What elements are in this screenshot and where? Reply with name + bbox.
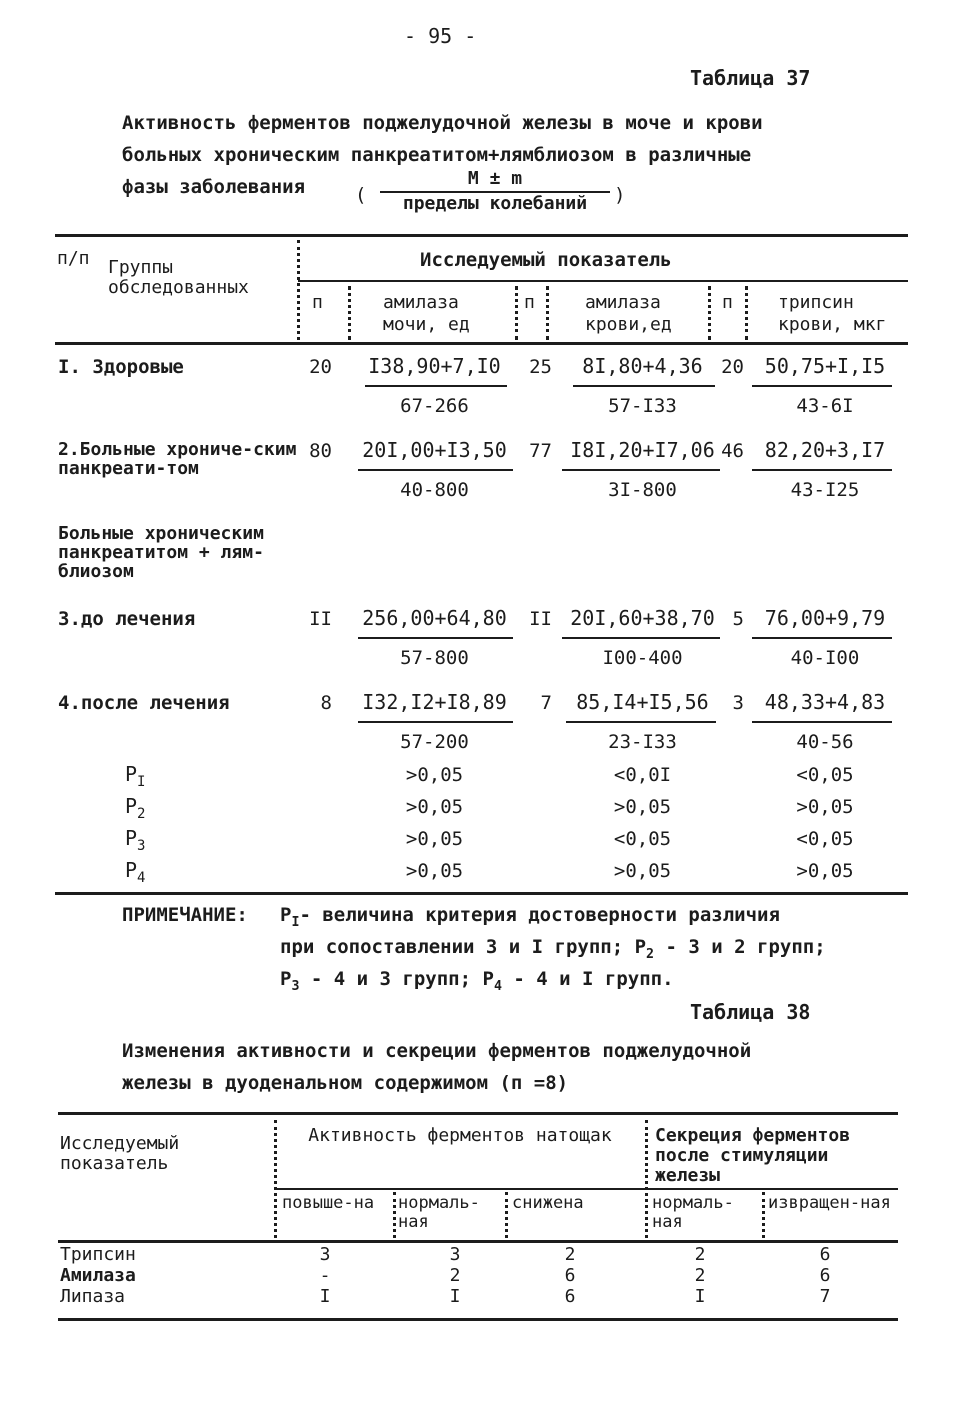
table38-label: Таблица 38 [690, 1000, 811, 1024]
t38-row3-v2: I [449, 1286, 461, 1307]
note-line1: $P_I-$ величина критерия достоверности различия [280, 904, 780, 930]
t38-row2-v1: - [319, 1265, 331, 1286]
row1-n2: 25 [529, 356, 552, 378]
col-separator [348, 286, 351, 340]
fraction-bar [358, 469, 513, 471]
row3-n1: II [309, 608, 332, 630]
fraction-bar [562, 469, 720, 471]
fraction-bar [752, 385, 892, 387]
header-n: п [524, 292, 535, 313]
row3-r1: 57-800 [400, 647, 469, 669]
t38-row2-v5: 6 [819, 1265, 831, 1286]
row3-v1: 256,00+64,80 [362, 606, 507, 630]
row3-n3: 5 [732, 608, 744, 630]
col-separator [393, 1192, 396, 1238]
p1-label: $P_I$ [125, 762, 146, 790]
p3-label: $P_3$ [125, 826, 146, 854]
table37-header-mid-rule [298, 280, 908, 282]
row2-r3: 43-I25 [790, 479, 860, 501]
t38-row1-name: Трипсин [60, 1244, 136, 1265]
table38-header-bottom-rule [58, 1240, 898, 1243]
header-n: п [722, 292, 733, 313]
p1-v1: >0,05 [405, 764, 464, 786]
col-separator [762, 1192, 765, 1238]
row2-r2: 3I-800 [608, 479, 677, 501]
p4-label: $P_4$ [125, 858, 146, 886]
row4-r1: 57-200 [400, 731, 469, 753]
row3-name: 3.до лечения [58, 608, 196, 630]
table37-title-line3: фазы заболевания [122, 176, 306, 198]
row3-v3: 76,00+9,79 [764, 606, 886, 630]
row4-v3: 48,33+4,83 [764, 690, 886, 714]
fraction-bar [752, 637, 892, 639]
col-separator [297, 240, 300, 340]
t38-row2-v4: 2 [694, 1265, 706, 1286]
t38-header-secretion: Секреция ферментов после стимуляции железы [655, 1125, 851, 1186]
p2-v3: >0,05 [796, 796, 854, 818]
table38-title-line1: Изменения активности и секреции ферментов поджелудочной [122, 1040, 752, 1062]
t38-row3-v3: 6 [564, 1286, 576, 1307]
row1-r1: 67-266 [400, 395, 469, 417]
row3-n2: II [529, 608, 552, 630]
row2-v1: 20I,00+I3,50 [362, 438, 507, 462]
table37-title-line2: больных хроническим панкреатитом+лямблиозом в различные [122, 144, 752, 166]
col-separator [515, 286, 518, 340]
p4-v2: >0,05 [613, 860, 672, 882]
t38-row1-v3: 2 [564, 1244, 576, 1265]
header-groups: Группы обследованных [108, 257, 249, 298]
row4-n2: 7 [540, 692, 552, 714]
p3-v3: <0,05 [796, 828, 854, 850]
formula-fraction [380, 168, 610, 214]
row3-r2: I00-400 [602, 647, 683, 669]
table37-bottom-rule [55, 892, 908, 895]
row1-v1: I38,90+7,I0 [368, 354, 501, 378]
row4-n3: 3 [732, 692, 744, 714]
fraction-bar [358, 721, 513, 723]
row2-n1: 80 [309, 440, 332, 462]
row2-n3: 46 [721, 440, 744, 462]
t38-sub-decreased: снижена [512, 1193, 584, 1213]
col-separator [645, 1120, 648, 1238]
header-col1: амилаза мочи, ед [383, 292, 470, 335]
t38-row1-v2: 3 [449, 1244, 461, 1265]
t38-row1-v5: 6 [819, 1244, 831, 1265]
row1-r3: 43-6I [796, 395, 854, 417]
t38-row1-v4: 2 [694, 1244, 706, 1265]
note-line3: $P_3 - 4$ и 3 групп; $P_4 - 4$ и I групп. [280, 968, 674, 994]
row4-r2: 23-I33 [608, 731, 677, 753]
p3-v1: >0,05 [405, 828, 464, 850]
fraction-bar [566, 721, 716, 723]
t38-row2-v3: 6 [564, 1265, 576, 1286]
row4-name: 4.после лечения [58, 692, 230, 714]
row4-v2: 85,I4+I5,56 [576, 690, 709, 714]
table38-bottom-rule [58, 1318, 898, 1321]
p2-v2: >0,05 [613, 796, 672, 818]
table37-top-rule [55, 234, 908, 237]
fraction-bar [752, 721, 892, 723]
p3-v2: <0,05 [613, 828, 672, 850]
t38-sub-normal: нормаль-ная [398, 1193, 480, 1232]
fraction-bar [752, 469, 892, 471]
table37-title-line1: Активность ферментов поджелудочной железы в моче и крови [122, 112, 763, 134]
row1-name: I. Здоровые [58, 356, 184, 378]
header-np: п/п [57, 248, 90, 269]
table37-header-bottom-rule [55, 342, 908, 345]
header-col2: амилаза крови,ед [585, 292, 672, 335]
note-line2: при сопоставлении 3 и I групп; $P_2 - 3$ и 2 групп; [280, 936, 826, 962]
fraction-bar [358, 637, 513, 639]
table37-label: Таблица 37 [690, 66, 811, 90]
row2-n2: 77 [529, 440, 552, 462]
t38-row3-v1: I [319, 1286, 331, 1307]
p1-v2: <0,0I [613, 764, 672, 786]
row2-r1: 40-800 [400, 479, 469, 501]
row4-v1: I32,I2+I8,89 [362, 690, 507, 714]
header-col3: трипсин крови, мкг [778, 292, 887, 335]
row2-name: 2.Больные хрониче-ским панкреати-том [58, 439, 297, 479]
t38-sub-normal2: нормаль-ная [652, 1193, 734, 1232]
row1-v3: 50,75+I,I5 [764, 354, 886, 378]
formula-open-paren: ( [355, 184, 367, 206]
row2-v3: 82,20+3,I7 [764, 438, 886, 462]
page-number: - 95 - [404, 24, 477, 48]
col-separator [745, 286, 748, 340]
fraction-bar [573, 385, 715, 387]
row1-n3: 20 [721, 356, 744, 378]
p2-label: $P_2$ [125, 794, 146, 822]
col-separator [546, 286, 549, 340]
row1-r2: 57-I33 [608, 395, 677, 417]
t38-row2-v2: 2 [449, 1265, 461, 1286]
t38-row1-v1: 3 [319, 1244, 331, 1265]
row3-v2: 20I,60+38,70 [570, 606, 715, 630]
p4-v1: >0,05 [405, 860, 464, 882]
row3-r3: 40-I00 [790, 647, 860, 669]
t38-row2-name: Амилаза [60, 1265, 136, 1286]
table38-title-line2: железы в дуоденальном содержимом (п =8) [122, 1072, 569, 1094]
subgroup-heading: Больные хроническим панкреатитом + лям-блиозом [58, 523, 264, 582]
table38-top-rule [58, 1112, 898, 1115]
formula-denominator: пределы колебаний [402, 193, 588, 214]
fraction-bar [562, 637, 720, 639]
t38-row3-v4: I [694, 1286, 706, 1307]
formula-numerator: M ± m [380, 168, 610, 193]
t38-row3-v5: 7 [819, 1286, 831, 1307]
col-separator [274, 1120, 277, 1238]
t38-header-activity: Активность ферментов натощак [308, 1125, 612, 1146]
row4-r3: 40-56 [796, 731, 854, 753]
fraction-bar [365, 385, 507, 387]
header-n: п [312, 292, 323, 313]
t38-header-indicator: Исследуемый показатель [60, 1133, 180, 1174]
formula-close-paren: ) [614, 184, 626, 206]
table38-header-mid-rule [275, 1188, 898, 1190]
p2-v1: >0,05 [405, 796, 464, 818]
p1-v3: <0,05 [796, 764, 854, 786]
row2-v2: I8I,20+I7,06 [570, 438, 715, 462]
t38-row3-name: Липаза [60, 1286, 126, 1307]
note-label: ПРИМЕЧАНИЕ: [122, 904, 248, 926]
row1-n1: 20 [309, 356, 332, 378]
header-indicator: Исследуемый показатель [420, 249, 672, 271]
row4-n1: 8 [320, 692, 332, 714]
row1-v2: 8I,80+4,36 [582, 354, 703, 378]
p4-v3: >0,05 [796, 860, 854, 882]
t38-sub-increased: повыше-на [282, 1193, 375, 1213]
t38-sub-perverted: извращен-ная [768, 1193, 891, 1213]
